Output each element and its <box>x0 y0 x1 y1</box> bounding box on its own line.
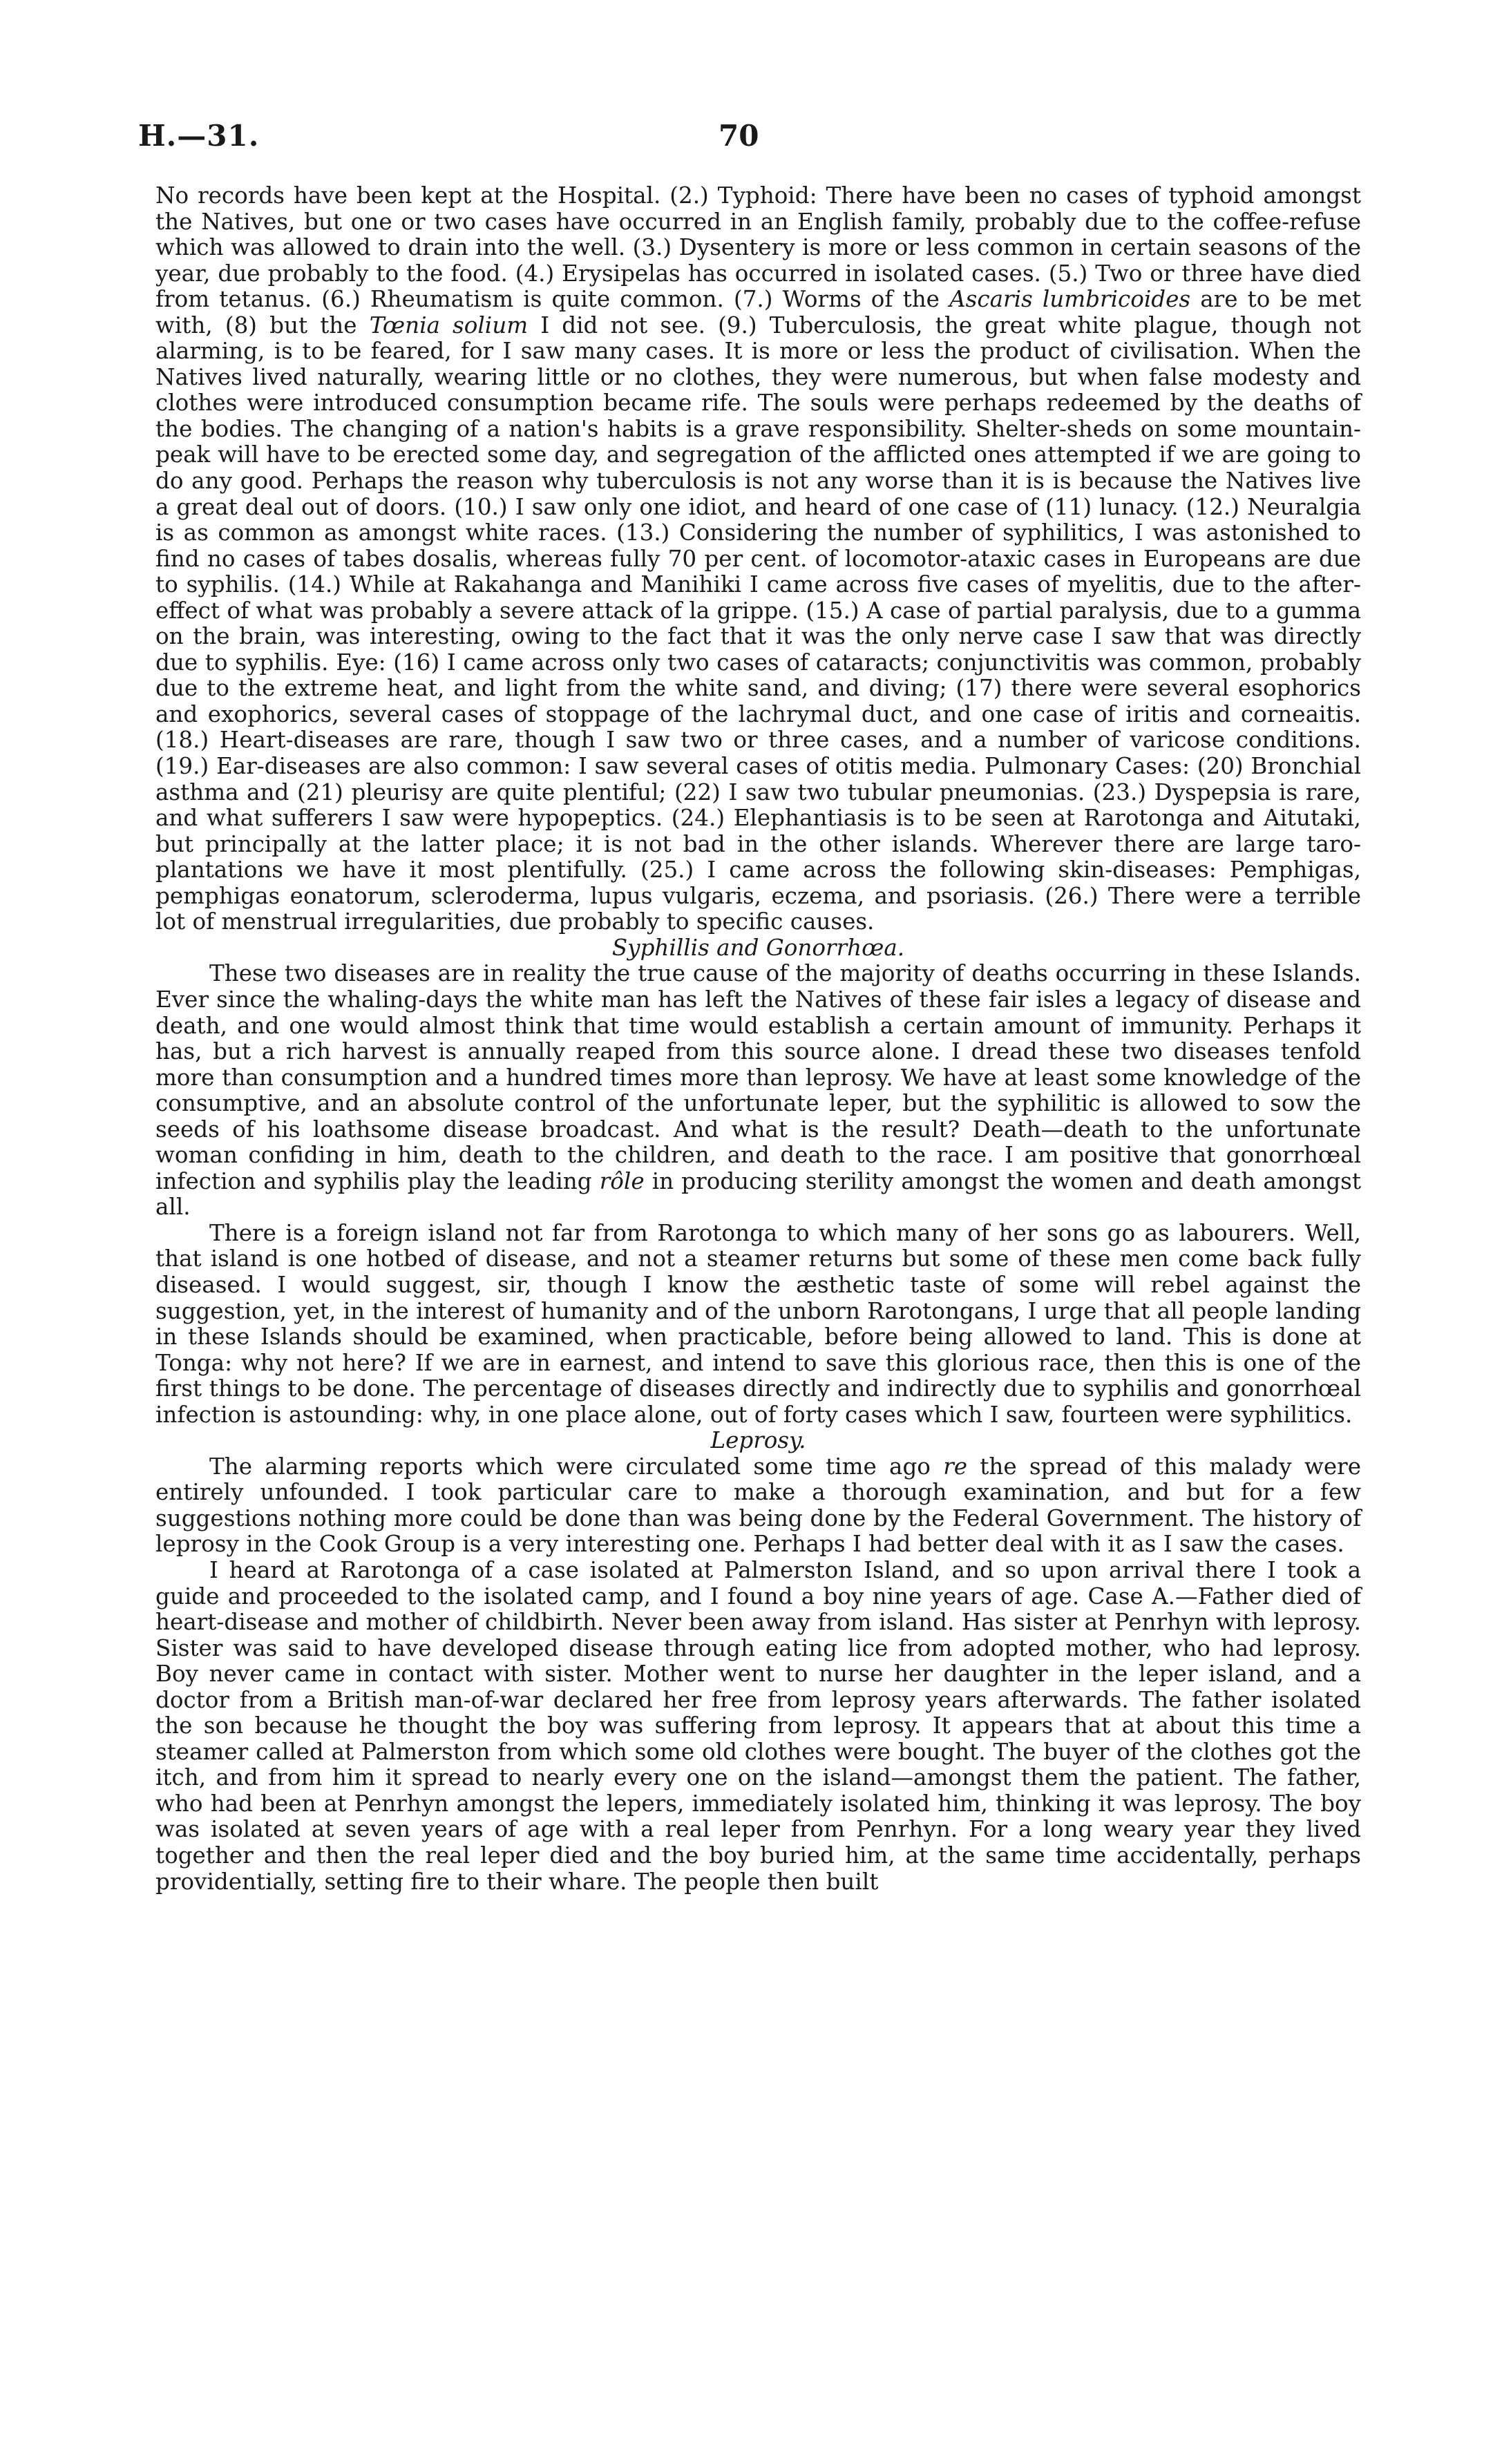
section-heading-syphilis: Syphillis and Gonorrhœa. <box>611 934 905 961</box>
paragraph-syphilis-intro: These two diseases are in reality the true cause of the majority of deaths occurring in these Islands. Ever since the whaling-days the white man has left the Natives of these fair isles a legacy of disease and death, and one would almost think that time would establish a certain amount of immunity. Perhaps it has, but a rich harvest is annually reaped from this source alone. I dread these two diseases tenfold more than consumption and a hundred times more than leprosy. We have at least some knowledge of the consumptive, and an absolute control of the unfortunate leper, but the syphilitic is allowed to sow the seeds of his loathsome disease broadcast. And what is the result? Death—death to the unfortunate woman confiding in him, death to the children, and death to the race. I am positive that gonorrhœal infection and syphilis play the leading rôle in producing sterility amongst the women and death amongst all. <box>155 960 1361 1221</box>
document-body <box>155 183 1361 1895</box>
document-reference: H.—31. <box>138 119 260 153</box>
paragraph-leprosy-intro: The alarming reports which were circulated some time ago re the spread of this malady were entirely unfounded. I took particular care to make a thorough examination, and but for a few suggestions nothing more could be done than was being done by the Federal Government. The history of leprosy in the Cook Group is a very interesting one. Perhaps I had better deal with it as I saw the cases. <box>155 1453 1361 1558</box>
section-heading-leprosy: Leprosy. <box>710 1427 806 1454</box>
paragraph-diseases-list: No records have been kept at the Hospital. (2.) Typhoid: There have been no cases of typhoid amongst the Natives, but one or two cases have occurred in an English family, probably due to the coffee-refuse which was allowed to drain into the well. (3.) Dysentery is more or less common in certain seasons of the year, due probably to the food. (4.) Erysipelas has occurred in isolated cases. (5.) Two or three have died from tetanus. (6.) Rheumatism is quite common. (7.) Worms of the Ascaris lumbricoides are to be met with, (8) but the Tœnia solium I did not see. (9.) Tuberculosis, the great white plague, though not alarming, is to be feared, for I saw many cases. It is more or less the product of civilisation. When the Natives lived naturally, wearing little or no clothes, they were numerous, but when false modesty and clothes were introduced consumption became rife. The souls were perhaps redeemed by the deaths of the bodies. The changing of a nation's habits is a grave responsibility. Shelter-sheds on some mountain-peak will have to be erected some day, and segregation of the afflicted ones attempted if we are going to do any good. Perhaps the reason why tuberculosis is not any worse than it is is because the Natives live a great deal out of doors. (10.) I saw only one idiot, and heard of one case of (11) lunacy. (12.) Neuralgia is as common as amongst white races. (13.) Considering the number of syphilitics, I was astonished to find no cases of tabes dosalis, whereas fully 70 per cent. of locomotor-ataxic cases in Europeans are due to syphilis. (14.) While at Rakahanga and Manihiki I came across five cases of myelitis, due to the after-effect of what was probably a severe attack of la grippe. (15.) A case of partial paralysis, due to a gumma on the brain, was interesting, owing to the fact that it was the only nerve case I saw that was directly due to syphilis. Eye: (16) I came across only two cases of cataracts; conjunctivitis was common, probably due to the extreme heat, and light from the white sand, and diving; (17) there were several esophorics and exophorics, several cases of stoppage of the lachrymal duct, and one case of iritis and corneaitis. (18.) Heart-diseases are rare, though I saw two or three cases, and a number of varicose conditions. (19.) Ear-diseases are also common: I saw several cases of otitis media. Pulmonary Cases: (20) Bronchial asthma and (21) pleurisy are quite plentiful; (22) I saw two tubular pneumonias. (23.) Dyspepsia is rare, and what sufferers I saw were hypopeptics. (24.) Elephantiasis is to be seen at Rarotonga and Aitutaki, but principally at the latter place; it is not bad in the other islands. Wherever there are large taro-plantations we have it most plentifully. (25.) I came across the following skin-diseases: Pemphigas, pemphigas eonatorum, scleroderma, lupus vulgaris, eczema, and psoriasis. (26.) There were a terrible lot of menstrual irregularities, due probably to specific causes. <box>155 182 1361 935</box>
paragraph-case-a: I heard at Rarotonga of a case isolated at Palmerston Island, and so upon arrival there I took a guide and proceeded to the isolated camp, and I found a boy nine years of age. Case A.—Father died of heart-disease and mother of childbirth. Never been away from island. Has sister at Penrhyn with leprosy. Sister was said to have developed disease through eating lice from adopted mother, who had leprosy. Boy never came in contact with sister. Mother went to nurse her daughter in the leper island, and a doctor from a British man-of-war declared her free from leprosy years afterwards. The father isolated the son because he thought the boy was suffering from leprosy. It appears that at about this time a steamer called at Palmerston from which some old clothes were bought. The buyer of the clothes got the itch, and from him it spread to nearly every one on the island—amongst them the patient. The father, who had been at Penrhyn amongst the lepers, immediately isolated him, thinking it was leprosy. The boy was isolated at seven years of age with a real leper from Penrhyn. For a long weary year they lived together and then the real leper died and the boy buried him, at the same time accidentally, perhaps providentially, setting fire to their whare. The people then built <box>155 1556 1361 1895</box>
paragraph-foreign-island: There is a foreign island not far from Rarotonga to which many of her sons go as labourers. Well, that island is one hotbed of disease, and not a steamer returns but some of these men come back fully diseased. I would suggest, sir, though I know the æsthetic taste of some will rebel against the suggestion, yet, in the interest of humanity and of the unborn Rarotongans, I urge that all people landing in these Islands should be examined, when practicable, before being allowed to land. This is done at Tonga: why not here? If we are in earnest, and intend to save this glorious race, then this is one of the first things to be done. The percentage of diseases directly and indirectly due to syphilis and gonorrhœal infection is astounding: why, in one place alone, out of forty cases which I saw, fourteen were syphilitics. <box>155 1219 1361 1428</box>
page-number: 70 <box>719 119 759 153</box>
